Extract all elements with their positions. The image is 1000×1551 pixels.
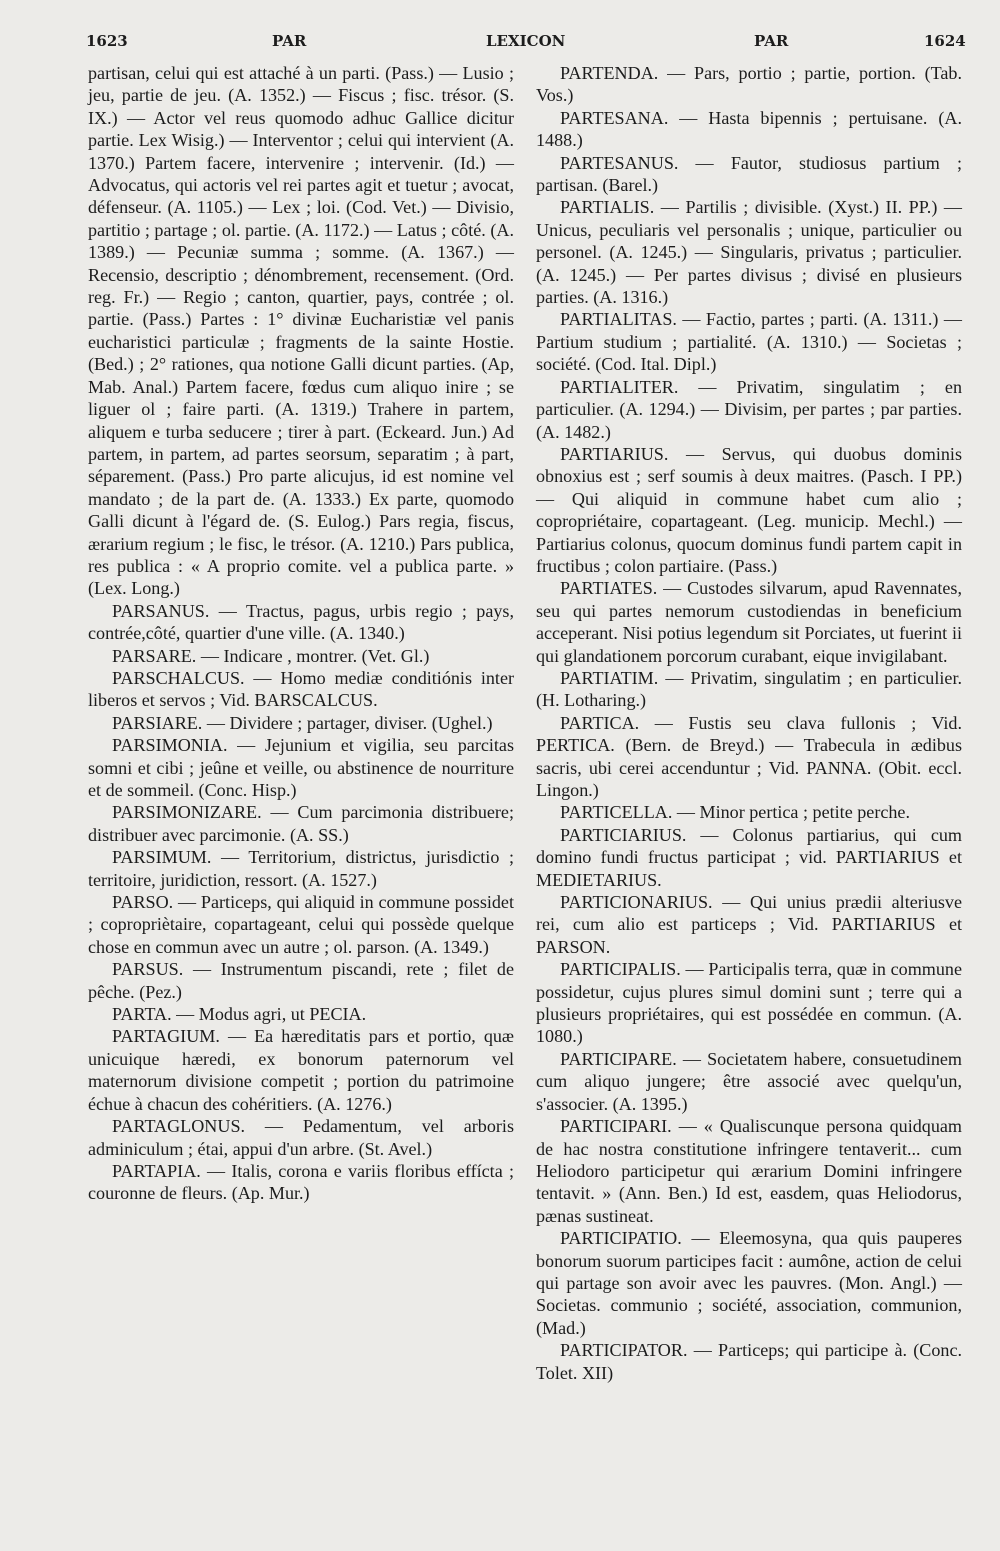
running-title: LEXICON bbox=[486, 32, 566, 50]
lexicon-entry: PARTIALITAS. — Factio, partes ; parti. (A. 1311.) — Partium studium ; partialité. (A. 1310.) — Societas ; société. (Cod. Ital. Dipl.) bbox=[536, 309, 962, 375]
lexicon-entry: PARTIARIUS. — Servus, qui duobus dominis obnoxius est ; serf soumis à deux maitres. (Pasch. I PP.) — Qui aliquid in commune habet cum alio ; copropriétaire, copartageant. (Leg. municip. Mechl.) — Partiarius colonus, quocum dominus fundi partem capit in fructibus ; colon partiaire. (Pass.) bbox=[536, 443, 962, 576]
lexicon-entry: PARSCHALCUS. — Homo mediæ conditiónis inter liberos et servos ; Vid. BARSCALCUS. bbox=[88, 667, 514, 711]
lexicon-entry: PARTICA. — Fustis seu clava fullonis ; Vid. PERTICA. (Bern. de Breyd.) — Trabecula in ædibus sacris, ubi cerei accenduntur ; Vid. PANNA. (Obit. eccl. Lingon.) bbox=[536, 712, 962, 800]
lexicon-entry: PARTESANUS. — Fautor, studiosus partium ; partisan. (Barel.) bbox=[536, 152, 962, 196]
running-header bbox=[86, 32, 966, 54]
page-number-right: 1624 bbox=[924, 32, 966, 50]
lexicon-entry: PARTIALIS. — Partilis ; divisible. (Xyst.) II. PP.) — Unicus, peculiaris vel personalis ; unique, particulier ou personel. (A. 1245.) — Singularis, privatus ; particulier. (A. 1245.) — Per partes divisus ; divisé en plusieurs parties. (A. 1316.) bbox=[536, 197, 962, 308]
lexicon-entry: PARTICIPATOR. — Particeps; qui participe à. (Conc. Tolet. XII) bbox=[536, 1340, 962, 1383]
running-word-right: PAR bbox=[754, 32, 789, 50]
lexicon-entry: PARTIATES. — Custodes silvarum, apud Ravennates, seu qui partes nemorum custodiendas in beneficium acceperant. Nisi potius legendum sit Porciates, ut fuerint ii qui glandationem porcorum curabant, eique invigilabant. bbox=[536, 578, 962, 666]
lexicon-entry: PARTICIPARE. — Societatem habere, consuetudinem cum aliquo jungere; être associé avec quelqu'un, s'associer. (A. 1395.) bbox=[536, 1048, 962, 1114]
lexicon-entry: PARSIMONIZARE. — Cum parcimonia distribuere; distribuer avec parcimonie. (A. SS.) bbox=[88, 802, 514, 845]
lexicon-entry: PARTAGLONUS. — Pedamentum, vel arboris adminiculum ; étai, appui d'un arbre. (St. Avel.) bbox=[88, 1116, 514, 1159]
lexicon-entry: PARTICIARIUS. — Colonus partiarius, qui cum domino fundi fructus participat ; vid. PARTIARIUS et MEDIETARIUS. bbox=[536, 824, 962, 890]
lexicon-entry: PARTA. — Modus agri, ut PECIA. bbox=[112, 1004, 367, 1025]
lexicon-entry: PARSANUS. — Tractus, pagus, urbis regio ; pays, contrée,côté, quartier d'une ville. (A. 1340.) bbox=[88, 600, 514, 644]
left-column bbox=[88, 62, 514, 1205]
lexicon-entry: PARTAPIA. — Italis, corona e variis floribus effícta ; couronne de fleurs. (Ap. Mur.) bbox=[88, 1160, 514, 1204]
lexicon-entry: PARSIMONIA. — Jejunium et vigilia, seu parcitas somni et cibi ; jeûne et veille, ou abstinence de nourriture et de sommeil. (Conc. Hisp.) bbox=[88, 735, 514, 800]
lexicon-entry: PARTICIPATIO. — Eleemosyna, qua quis pauperes bonorum suorum participes facit : aumône, action de celui qui partage son avoir avec les pauvres. (Mon. Angl.) — Societas. communio ; société, association, communion, (Mad.) bbox=[536, 1228, 962, 1338]
lexicon-entry: partisan, celui qui est attaché à un parti. (Pass.) — Lusio ; jeu, partie de jeu. (A. 1352.) — Fiscus ; fisc. trésor. (S. IX.) — Actor vel reus quomodo adhuc Gallice dicitur partie. Lex Wisig.) — Interventor ; celui qui intervient (A. 1370.) Partem facere, intervenire ; intervenir. (Id.) — Advocatus, qui actoris vel rei partes agit et tuetur ; avocat, défenseur. (A. 1105.) — Lex ; loi. (Cod. Vet.) — Divisio, partitio ; partage ; ol. partie. (A. 1172.) — Latus ; côté. (A. 1389.) — Pecuniæ summa ; somme. (A. 1367.) — Recensio, descriptio ; dénombrement, recensement. (Ord. reg. Fr.) — Regio ; canton, quartier, pays, contrée ; ol. partie. (Pass.) Partes : 1° divinæ Eucharistiæ vel panis eucharistici particulæ ; fragments de la sainte Hostie. (Bed.) ; 2° rationes, qua notione Galli dicunt parties. (Ap, Mab. Anal.) Partem facere, fœdus cum aliquo inire ; se liguer ol ; faire parti. (A. 1319.) Trahere in partem, aliquem e turba seducere ; tirer à part. (Eckeard. Jun.) Ad partem, in partem, ad partes seorsum, separatim ; à part, séparement. (Pass.) Pro parte alicujus, id est nomine vel mandato ; de la part de. (A. 1333.) Ex parte, quomodo Galli dicunt à l'égard de. (S. Eulog.) Pars regia, fiscus, ærarium regium ; le fisc, le trésor. (A. 1210.) Pars publica, res publica : « A proprio comite. vel a publica parte. » (Lex. Long.) bbox=[88, 63, 514, 599]
lexicon-entry: PARTIATIM. — Privatim, singulatim ; en particulier. (H. Lotharing.) bbox=[536, 667, 962, 711]
lexicon-entry: PARTICELLA. — Minor pertica ; petite perche. bbox=[560, 802, 910, 823]
lexicon-entry: PARTICIPALIS. — Participalis terra, quæ in commune possidetur, cujus plures simul domini sunt ; terre qui a plusieurs propriétaires, qui est possédée en commun. (A. 1080.) bbox=[536, 959, 962, 1047]
right-column bbox=[536, 62, 962, 1384]
lexicon-entry: PARTICIPARI. — « Qualiscunque persona quidquam de hac nostra constitutione infringere tentaverit... cum Heliodoro participetur qui ærarium Domini infringere tentavit. » (Ann. Ben.) Id est, easdem, quas Heliodorus, pænas sustineat. bbox=[536, 1116, 962, 1226]
lexicon-entry: PARSUS. — Instrumentum piscandi, rete ; filet de pêche. (Pez.) bbox=[88, 959, 514, 1002]
lexicon-entry: PARTIALITER. — Privatim, singulatim ; en particulier. (A. 1294.) — Divisim, per partes ; par parties. (A. 1482.) bbox=[536, 376, 962, 442]
lexicon-entry: PARTAGIUM. — Ea hæreditatis pars et portio, quæ unicuique hæredi, ex bonorum paternorum vel maternorum divisione competit ; portion du patrimoine échue à chacun des cohéritiers. (A. 1276.) bbox=[88, 1026, 514, 1114]
lexicon-entry: PARTICIONARIUS. — Qui unius prædii alteriusve rei, cum alio est particeps ; Vid. PARTIARIUS et PARSON. bbox=[536, 892, 962, 957]
lexicon-entry: PARTENDA. — Pars, portio ; partie, portion. (Tab. Vos.) bbox=[536, 63, 962, 106]
lexicon-entry: PARTESANA. — Hasta bipennis ; pertuisane. (A. 1488.) bbox=[536, 107, 962, 151]
lexicon-entry: PARSIARE. — Dividere ; partager, diviser. (Ughel.) bbox=[112, 712, 493, 733]
running-word-left: PAR bbox=[272, 32, 307, 50]
lexicon-entry: PARSARE. — Indicare , montrer. (Vet. Gl.) bbox=[112, 645, 430, 666]
lexicon-entry: PARSIMUM. — Territorium, districtus, jurisdictio ; territoire, juridiction, ressort. (A. 1527.) bbox=[88, 847, 514, 890]
lexicon-entry: PARSO. — Particeps, qui aliquid in commune possidet ; copropriètaire, copartageant, celui qui possède quelque chose en commun avec un autre ; ol. parson. (A. 1349.) bbox=[88, 892, 514, 957]
page-number-left: 1623 bbox=[86, 32, 128, 50]
